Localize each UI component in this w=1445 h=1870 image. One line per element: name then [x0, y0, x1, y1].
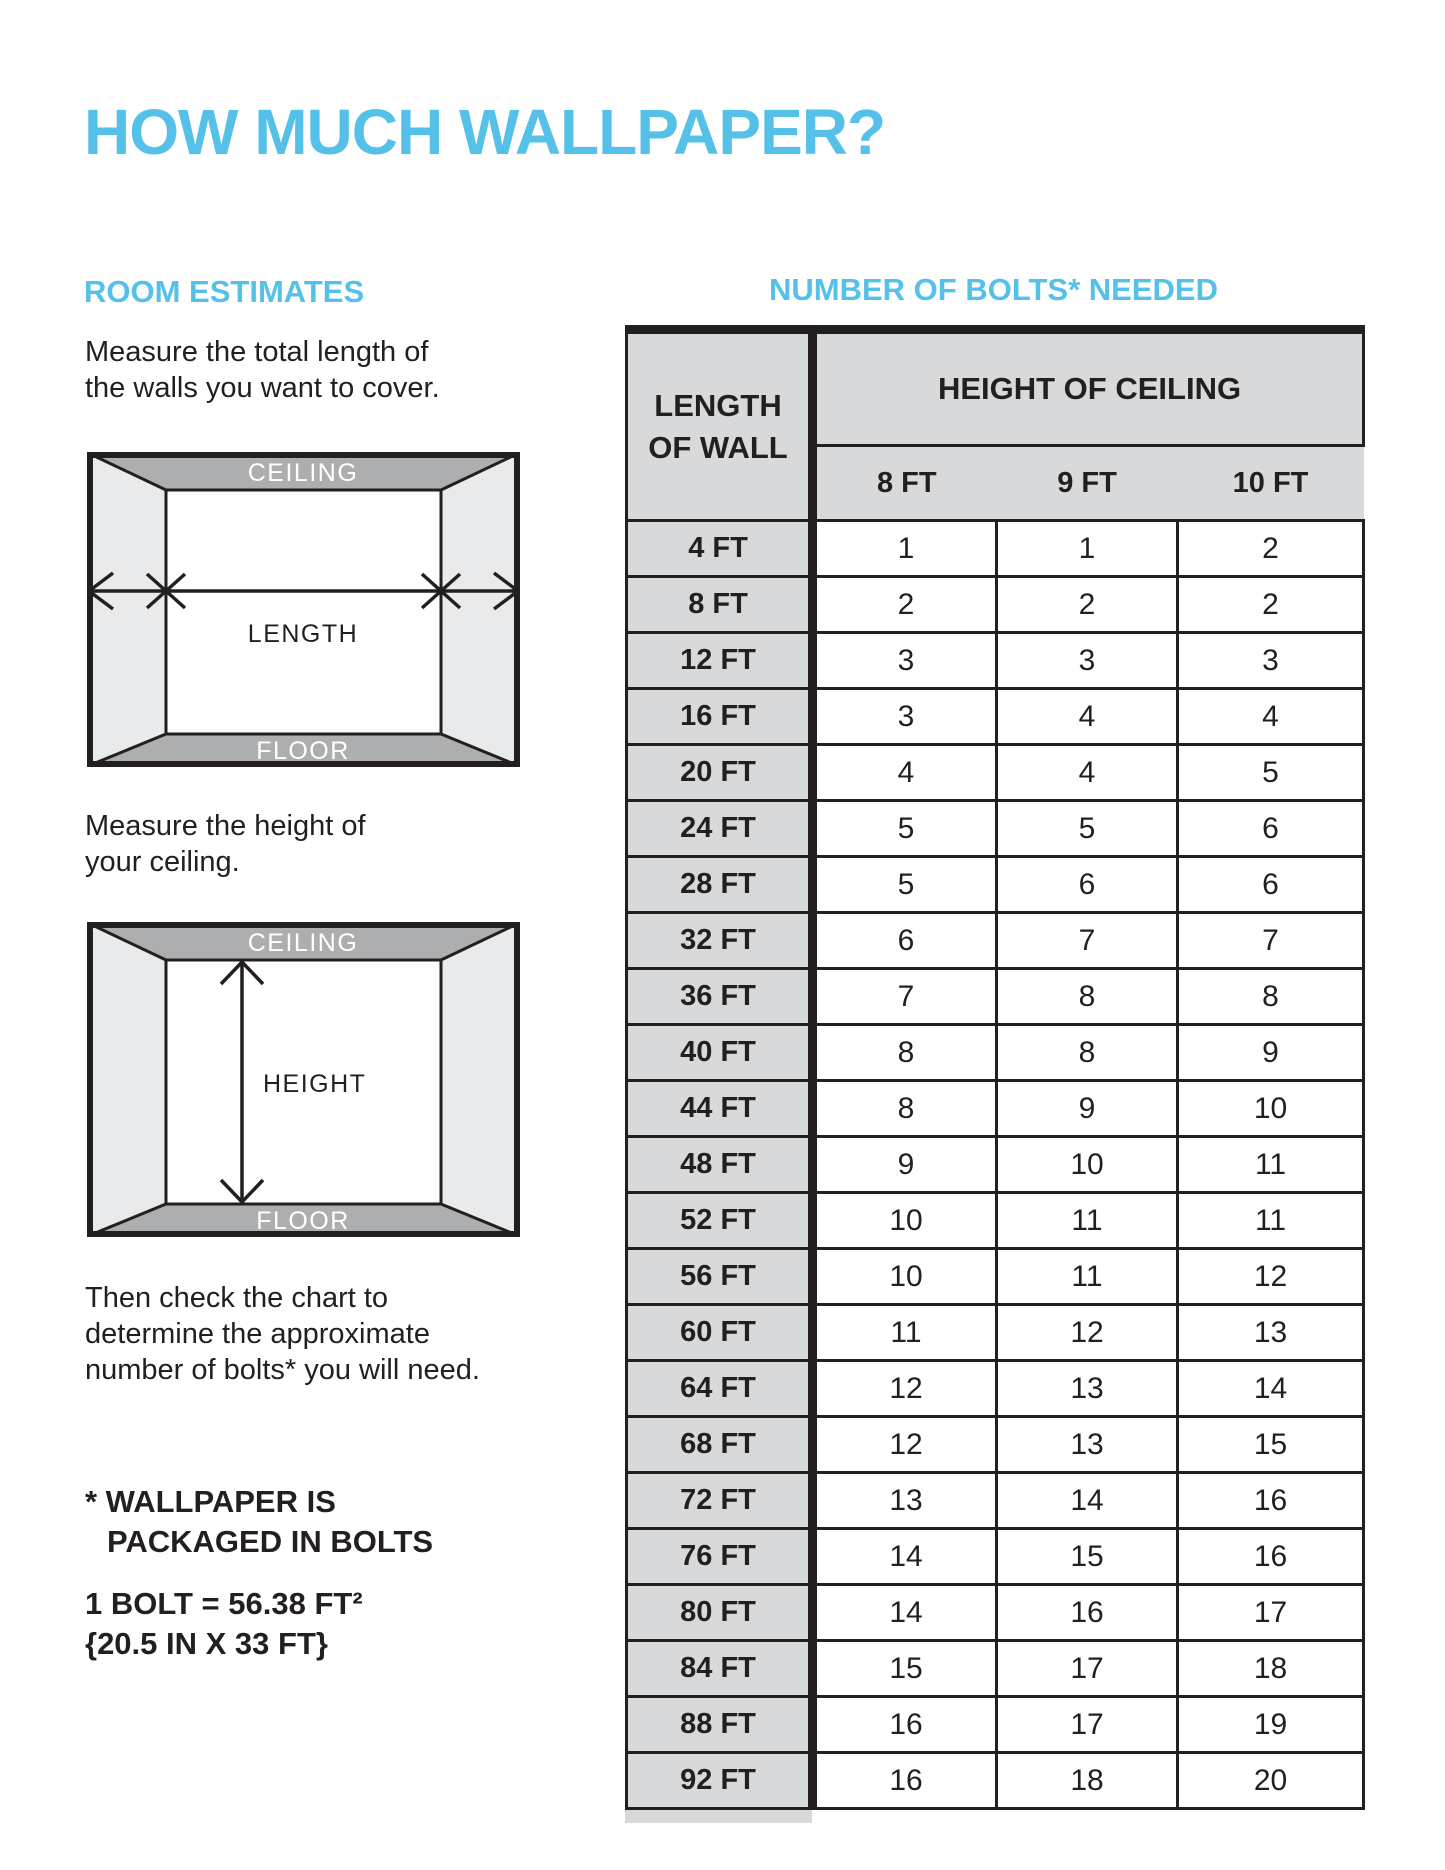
step3-line1: Then check the chart to: [85, 1282, 389, 1314]
col-header-10ft: 10 FT: [1178, 446, 1364, 521]
height-of-ceiling-header: HEIGHT OF CEILING: [813, 330, 1364, 446]
bolts-cell: 20: [1178, 1753, 1364, 1809]
bolts-cell: 17: [997, 1697, 1178, 1753]
bolts-table-container: [625, 325, 1362, 1810]
row-length-label: 60 FT: [627, 1305, 813, 1361]
row-length-label: 8 FT: [627, 577, 813, 633]
bolts-cell: 6: [997, 857, 1178, 913]
bolts-cell: 14: [997, 1473, 1178, 1529]
bolts-cell: 7: [813, 969, 997, 1025]
table-row: [627, 1193, 1364, 1249]
bolts-cell: 2: [813, 577, 997, 633]
bolts-cell: 9: [1178, 1025, 1364, 1081]
bolts-cell: 7: [997, 913, 1178, 969]
step3-instruction: [85, 1280, 480, 1388]
bolts-cell: 12: [997, 1305, 1178, 1361]
bolts-cell: 5: [813, 801, 997, 857]
bolts-cell: 6: [1178, 857, 1364, 913]
bolts-cell: 3: [1178, 633, 1364, 689]
table-row: [627, 689, 1364, 745]
bolts-cell: 11: [1178, 1137, 1364, 1193]
bolts-cell: 2: [1178, 521, 1364, 577]
bolts-cell: 5: [1178, 745, 1364, 801]
bolts-cell: 16: [1178, 1473, 1364, 1529]
bolts-cell: 10: [813, 1193, 997, 1249]
bolt-equation: [85, 1584, 363, 1664]
table-row: [627, 1361, 1364, 1417]
length-of-wall-line2: OF WALL: [648, 429, 788, 465]
table-row: [627, 857, 1364, 913]
page-title: HOW MUCH WALLPAPER?: [84, 95, 886, 168]
bolts-cell: 15: [997, 1529, 1178, 1585]
row-length-label: 40 FT: [627, 1025, 813, 1081]
bolts-cell: 18: [1178, 1641, 1364, 1697]
left-wall-panel: [88, 453, 166, 766]
bolts-cell: 3: [997, 633, 1178, 689]
step2-line2: your ceiling.: [85, 846, 240, 878]
right-wall-panel: [441, 923, 519, 1236]
step2-instruction: [85, 808, 366, 880]
bolts-cell: 14: [1178, 1361, 1364, 1417]
step1-instruction: [85, 334, 440, 406]
bolts-cell: 11: [1178, 1193, 1364, 1249]
table-row: [627, 913, 1364, 969]
bolts-cell: 1: [813, 521, 997, 577]
bolts-table-body: [627, 521, 1364, 1809]
table-row: [627, 1025, 1364, 1081]
step2-line1: Measure the height of: [85, 810, 366, 842]
height-diagram: [87, 922, 520, 1237]
height-label: HEIGHT: [263, 1070, 367, 1098]
bolts-cell: 8: [997, 1025, 1178, 1081]
row-length-label: 72 FT: [627, 1473, 813, 1529]
row-length-label: 4 FT: [627, 521, 813, 577]
table-row: [627, 577, 1364, 633]
table-row: [627, 1417, 1364, 1473]
table-row: [627, 1137, 1364, 1193]
bolts-cell: 11: [813, 1305, 997, 1361]
bolts-cell: 3: [813, 633, 997, 689]
footnote-line2: PACKAGED IN BOLTS: [107, 1524, 434, 1559]
bolts-cell: 6: [1178, 801, 1364, 857]
length-diagram: [87, 452, 520, 767]
bolts-cell: 15: [1178, 1417, 1364, 1473]
row-length-label: 12 FT: [627, 633, 813, 689]
bolts-cell: 11: [997, 1193, 1178, 1249]
bolts-cell: 14: [813, 1585, 997, 1641]
ceiling-label: CEILING: [247, 929, 359, 957]
bolts-cell: 4: [997, 745, 1178, 801]
table-row: [627, 1585, 1364, 1641]
header-row-1: [627, 330, 1364, 446]
bolts-cell: 10: [997, 1137, 1178, 1193]
row-length-label: 84 FT: [627, 1641, 813, 1697]
bolts-cell: 2: [997, 577, 1178, 633]
room-estimates-heading: ROOM ESTIMATES: [84, 274, 365, 309]
row-length-label: 64 FT: [627, 1361, 813, 1417]
row-length-label: 52 FT: [627, 1193, 813, 1249]
right-wall-panel: [441, 453, 519, 766]
length-of-wall-line1: LENGTH: [654, 387, 782, 423]
bolts-cell: 3: [813, 689, 997, 745]
table-row: [627, 745, 1364, 801]
bolts-cell: 4: [1178, 689, 1364, 745]
bolt-equation-line1: 1 BOLT = 56.38 FT²: [85, 1586, 363, 1621]
row-length-label: 24 FT: [627, 801, 813, 857]
floor-label: FLOOR: [256, 1207, 350, 1235]
table-row: [627, 633, 1364, 689]
bolt-equation-line2: {20.5 IN X 33 FT}: [85, 1626, 328, 1661]
bolts-cell: 9: [813, 1137, 997, 1193]
table-footer-tab: [625, 1810, 812, 1823]
footnote-line1: * WALLPAPER IS: [85, 1484, 336, 1519]
row-length-label: 68 FT: [627, 1417, 813, 1473]
bolts-cell: 13: [1178, 1305, 1364, 1361]
table-row: [627, 1249, 1364, 1305]
table-row: [627, 801, 1364, 857]
col-header-9ft: 9 FT: [997, 446, 1178, 521]
table-row: [627, 1753, 1364, 1809]
bolts-cell: 2: [1178, 577, 1364, 633]
bolts-cell: 4: [997, 689, 1178, 745]
row-length-label: 76 FT: [627, 1529, 813, 1585]
row-length-label: 32 FT: [627, 913, 813, 969]
bolts-cell: 8: [813, 1081, 997, 1137]
row-length-label: 88 FT: [627, 1697, 813, 1753]
row-length-label: 28 FT: [627, 857, 813, 913]
bolts-cell: 13: [997, 1361, 1178, 1417]
bolts-cell: 10: [813, 1249, 997, 1305]
table-row: [627, 521, 1364, 577]
bolts-cell: 12: [813, 1417, 997, 1473]
bolts-cell: 1: [997, 521, 1178, 577]
bolts-cell: 14: [813, 1529, 997, 1585]
row-length-label: 48 FT: [627, 1137, 813, 1193]
bolts-table-heading: NUMBER OF BOLTS* NEEDED: [769, 272, 1218, 307]
row-length-label: 36 FT: [627, 969, 813, 1025]
step3-line3: number of bolts* you will need.: [85, 1354, 480, 1386]
length-of-wall-header: [627, 330, 813, 521]
step1-line2: the walls you want to cover.: [85, 372, 440, 404]
bolts-cell: 17: [997, 1641, 1178, 1697]
bolts-cell: 9: [997, 1081, 1178, 1137]
table-row: [627, 969, 1364, 1025]
table-row: [627, 1697, 1364, 1753]
bolts-cell: 7: [1178, 913, 1364, 969]
bolts-table: [625, 325, 1365, 1810]
bolts-cell: 4: [813, 745, 997, 801]
bolts-cell: 16: [813, 1697, 997, 1753]
row-length-label: 56 FT: [627, 1249, 813, 1305]
table-row: [627, 1473, 1364, 1529]
row-length-label: 80 FT: [627, 1585, 813, 1641]
table-row: [627, 1641, 1364, 1697]
left-wall-panel: [88, 923, 166, 1236]
bolts-cell: 13: [997, 1417, 1178, 1473]
wallpaper-bolts-footnote: [85, 1482, 433, 1562]
bolts-cell: 19: [1178, 1697, 1364, 1753]
bolts-cell: 8: [1178, 969, 1364, 1025]
bolts-cell: 15: [813, 1641, 997, 1697]
floor-label: FLOOR: [256, 737, 350, 765]
table-row: [627, 1529, 1364, 1585]
col-header-8ft: 8 FT: [813, 446, 997, 521]
bolts-cell: 12: [1178, 1249, 1364, 1305]
bolts-cell: 6: [813, 913, 997, 969]
bolts-cell: 8: [997, 969, 1178, 1025]
bolts-cell: 10: [1178, 1081, 1364, 1137]
bolts-cell: 17: [1178, 1585, 1364, 1641]
bolts-cell: 5: [813, 857, 997, 913]
bolts-cell: 12: [813, 1361, 997, 1417]
row-length-label: 92 FT: [627, 1753, 813, 1809]
bolts-cell: 16: [813, 1753, 997, 1809]
step3-line2: determine the approximate: [85, 1318, 430, 1350]
row-length-label: 20 FT: [627, 745, 813, 801]
bolts-cell: 18: [997, 1753, 1178, 1809]
bolts-cell: 16: [1178, 1529, 1364, 1585]
row-length-label: 44 FT: [627, 1081, 813, 1137]
table-row: [627, 1305, 1364, 1361]
table-row: [627, 1081, 1364, 1137]
ceiling-label: CEILING: [247, 459, 359, 487]
bolts-cell: 5: [997, 801, 1178, 857]
row-length-label: 16 FT: [627, 689, 813, 745]
step1-line1: Measure the total length of: [85, 336, 429, 368]
length-label: LENGTH: [247, 620, 359, 648]
back-wall-panel: [166, 490, 441, 734]
bolts-cell: 8: [813, 1025, 997, 1081]
bolts-cell: 13: [813, 1473, 997, 1529]
bolts-cell: 16: [997, 1585, 1178, 1641]
bolts-cell: 11: [997, 1249, 1178, 1305]
